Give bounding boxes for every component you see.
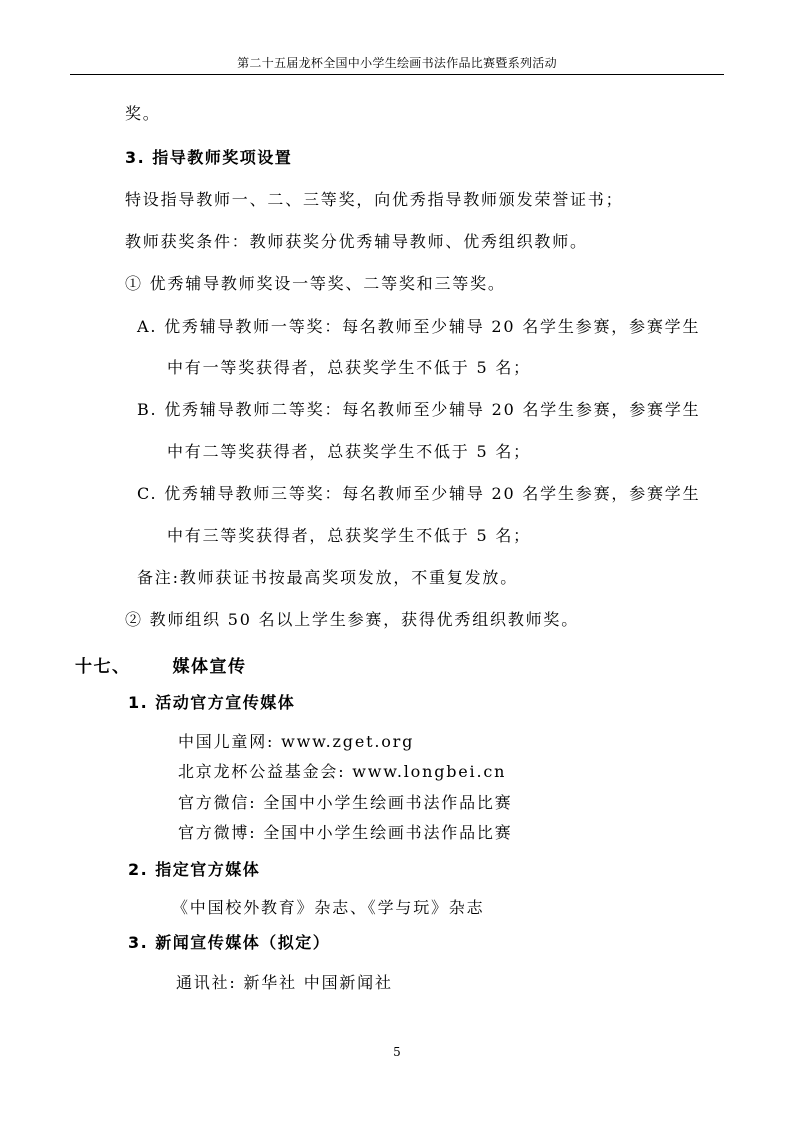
paragraph: 特设指导教师一、二、三等奖，向优秀指导教师颁发荣誉证书；: [125, 190, 624, 209]
list-item-a: A. 优秀辅导教师一等奖：每名教师至少辅导 20 名学生参赛，参赛学生: [137, 317, 701, 336]
media-line: 通讯社: 新华社 中国新闻社: [176, 973, 393, 992]
note: 备注:教师获证书按最高奖项发放，不重复发放。: [137, 568, 518, 587]
page-number: 5: [393, 1045, 401, 1059]
list-item: ② 教师组织 50 名以上学生参赛，获得优秀组织教师奖。: [125, 610, 580, 629]
section-title: 媒体宣传: [172, 657, 247, 677]
list-item-b-continuation: 中有二等奖获得者，总获奖学生不低于 5 名；: [167, 442, 531, 461]
subsection-2-heading: 2. 指定官方媒体: [128, 860, 261, 879]
media-line: 北京龙杯公益基金会: www.longbei.cn: [178, 762, 507, 781]
section-3-heading: 3. 指导教师奖项设置: [125, 148, 293, 167]
running-header: 第二十五届龙杯全国中小学生绘画书法作品比赛暨系列活动: [237, 56, 557, 70]
header-divider: [70, 74, 724, 75]
subsection-1-heading: 1. 活动官方宣传媒体: [128, 693, 296, 712]
subsection-3-heading: 3. 新闻宣传媒体（拟定）: [128, 933, 331, 952]
media-line: 官方微信: 全国中小学生绘画书法作品比赛: [178, 793, 513, 812]
media-line: 《中国校外教育》杂志、《学与玩》杂志: [172, 898, 485, 917]
section-17-heading: [75, 656, 247, 678]
list-item-b: B. 优秀辅导教师二等奖：每名教师至少辅导 20 名学生参赛，参赛学生: [137, 400, 701, 419]
list-item-a-continuation: 中有一等奖获得者，总获奖学生不低于 5 名；: [167, 358, 531, 377]
list-item: ① 优秀辅导教师奖设一等奖、二等奖和三等奖。: [125, 274, 506, 293]
list-item-c-continuation: 中有三等奖获得者，总获奖学生不低于 5 名；: [167, 526, 531, 545]
paragraph: 教师获奖条件：教师获奖分优秀辅导教师、优秀组织教师。: [125, 232, 588, 251]
media-line: 中国儿童网: www.zget.org: [178, 732, 415, 751]
continuation-line: 奖。: [125, 104, 161, 123]
section-number: 十七、: [75, 657, 131, 677]
media-line: 官方微博: 全国中小学生绘画书法作品比赛: [178, 823, 513, 842]
list-item-c: C. 优秀辅导教师三等奖：每名教师至少辅导 20 名学生参赛，参赛学生: [137, 484, 701, 503]
